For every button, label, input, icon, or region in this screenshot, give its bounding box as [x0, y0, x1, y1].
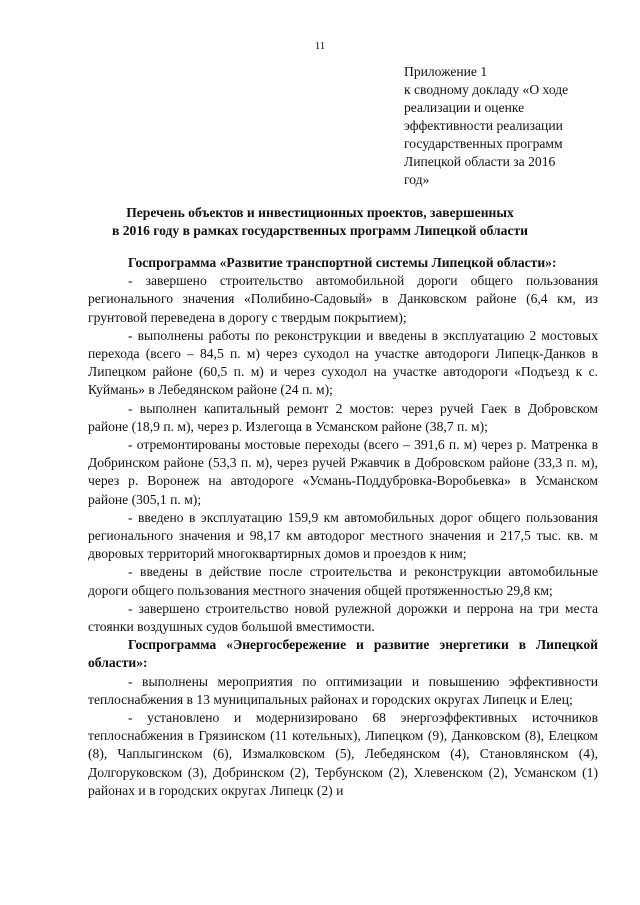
page-number: 11 — [314, 40, 326, 52]
list-item: - выполнен капитальный ремонт 2 мостов: через ручей Гаек в Добровском районе (18,9 п. м), через р. Излегоща в Усманском районе (38,7 п. м); — [88, 400, 598, 434]
appendix-line: к сводному докладу «О ходе — [404, 82, 569, 97]
list-item: - введено в эксплуатацию 159,9 км автомобильных дорог общего пользования регионального значения и 98,17 км автодорог местного значения и 217,5 тыс. кв. м дворовых территорий многоквартирных домов и проездов к ним; — [88, 509, 598, 562]
appendix-block — [404, 63, 604, 189]
list-item: - завершено строительство новой рулежной дорожки и перрона на три места стоянки воздушных судов большой вместимости. — [88, 600, 598, 635]
title-line: Перечень объектов и инвестиционных проектов, завершенных — [126, 205, 514, 220]
appendix-line: государственных программ — [404, 136, 563, 151]
appendix-line: год» — [404, 172, 430, 187]
title-line: в 2016 году в рамках государственных программ Липецкой области — [111, 223, 529, 238]
list-item: - выполнены мероприятия по оптимизации и повышению эффективности теплоснабжения в 13 муниципальных районах и городских округах Липецк и Елец; — [88, 673, 598, 707]
program-heading: Госпрограмма «Развитие транспортной системы Липецкой области»: — [128, 255, 557, 270]
program-heading: Госпрограмма «Энергосбережение и развитие энергетики в Липецкой области»: — [88, 637, 598, 671]
appendix-line: эффективности реализации — [404, 118, 563, 133]
list-item: - выполнены работы по реконструкции и введены в эксплуатацию 2 мостовых перехода (всего – 84,5 п. м) через суходол на участке автодороги Липецк-Данков в Липецком районе (60,5 п. м) и через суходол на участке автодороги «Подъезд к с. Куймань» в Лебедянском районе (24 п. м); — [88, 327, 598, 398]
list-item: - отремонтированы мостовые переходы (всего – 391,6 п. м) через р. Матренка в Добринском районе (53,3 п. м), через ручей Ржавчик в Добровском районе (33,3 п. м), через р. Воронеж на автодороге «Усмань-Поддубровка-Воробьевка» в Усманском районе (305,1 п. м); — [88, 437, 598, 507]
document-body — [88, 254, 598, 800]
list-item: - завершено строительство автомобильной дороги общего пользования регионального значения «Полибино-Садовый» в Данковском районе (6,4 км, из грунтовой переведена в дорогу с твердым покрытием); — [88, 273, 598, 325]
appendix-line: Липецкой области за 2016 — [404, 154, 556, 169]
appendix-line: реализации и оценке — [404, 100, 525, 115]
appendix-line: Приложение 1 — [404, 64, 488, 79]
list-item: - введены в действие после строительства и реконструкции автомобильные дороги общего пользования местного значения общей протяженностью 29,8 км; — [88, 564, 598, 598]
list-item: - установлено и модернизировано 68 энергоэффективных источников теплоснабжения в Грязинском (11 котельных), Липецком (9), Данковском (8), Елецком (8), Чаплыгинском (6), Измалковском (5), Лебедянском (4), Становлянском (4), Долгоруковском (3), Добринском (2), Тербунском (2), Хлевенском (2), Усманском (1) районах и в городских округах Липецк (2) и — [88, 710, 598, 798]
document-title — [64, 204, 576, 240]
